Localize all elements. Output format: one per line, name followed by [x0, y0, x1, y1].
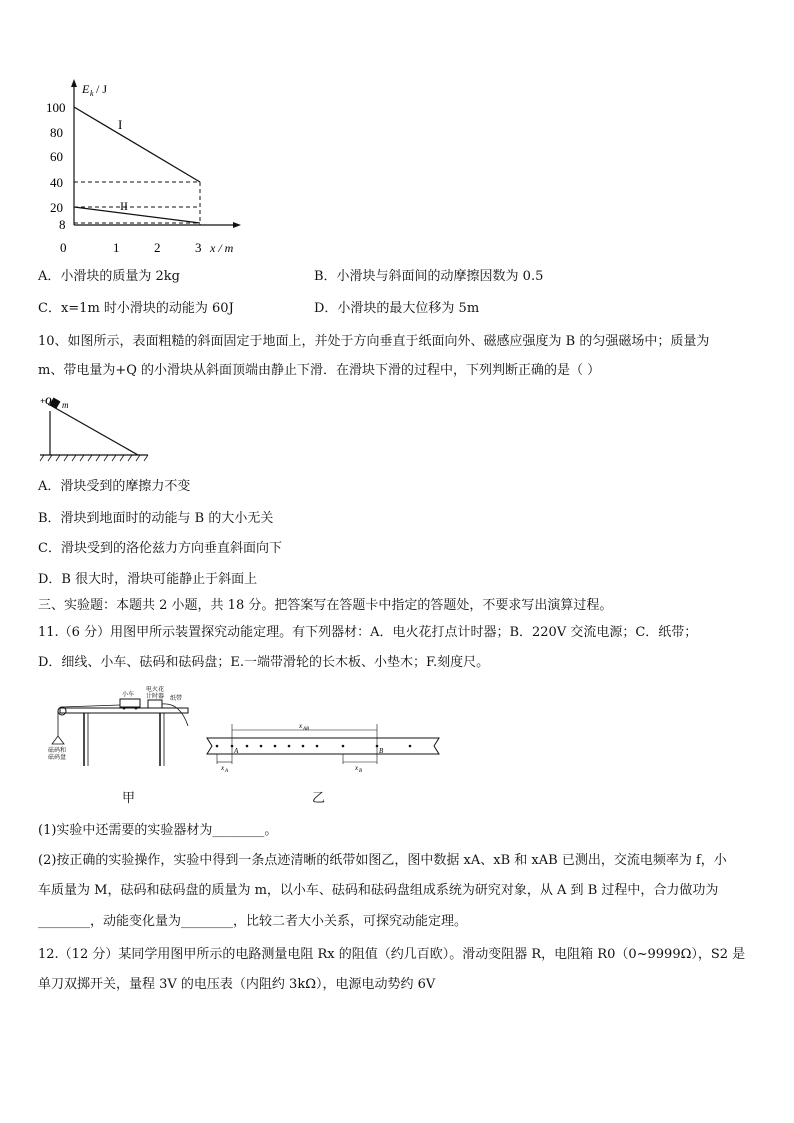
q11-sub2-line1: (2)按正确的实验操作，实验中得到一条点迹清晰的纸带如图乙，图中数据 xA、xB 和 xAB 已测出，交流电频率为 f，小	[38, 853, 727, 868]
tape-label: 纸带	[170, 696, 183, 702]
x-axis-arrow	[233, 222, 241, 228]
incline-slope	[50, 405, 138, 455]
q11-sub2-line2: 车质量为 M，砝码和砝码盘的质量为 m，以小车、砝码和砝码盘组成系统为研究对象，从 A 到 B 过程中，合力做功为	[38, 883, 719, 898]
weight-pan	[52, 736, 64, 744]
y-tick-80: 80	[50, 125, 63, 140]
x-tick-2: 2	[154, 240, 161, 255]
figure-jia-caption: 甲	[122, 791, 136, 806]
y-tick-100: 100	[46, 100, 66, 115]
q9-option-c: C．x=1m 时小滑块的动能为 60J	[38, 301, 234, 316]
y-tick-20: 20	[50, 200, 63, 215]
xb-label-sub: B	[359, 769, 363, 774]
x-tick-1: 1	[113, 240, 120, 255]
xb-label: x	[355, 764, 359, 772]
timer	[148, 700, 162, 708]
q10-option-a: A．滑块受到的摩擦力不变	[38, 479, 191, 494]
ek-x-graph	[30, 75, 260, 260]
y-axis-label-e: E	[82, 82, 90, 96]
line-i-label: I	[118, 117, 123, 132]
y-axis-arrow	[71, 79, 77, 87]
paper-tape	[207, 738, 439, 754]
point-a-label: A	[234, 747, 239, 755]
weight-label-1: 砝码和	[48, 748, 67, 754]
timer-label-2: 计时器	[146, 694, 165, 700]
timer-label-1: 电火花	[146, 687, 165, 693]
q11-sub2-line3: ________，动能变化量为________，比较二者大小关系，可探究动能定理。	[38, 914, 468, 929]
q10-stem-line1: 10、如图所示，表面粗糙的斜面固定于地面上，并处于方向垂直于纸面向外、磁感应强度为 B 的匀强磁场中；质量为	[38, 334, 710, 349]
cart	[120, 699, 140, 707]
point-b-label: B	[379, 747, 384, 755]
y-axis-label-unit: / J	[96, 82, 108, 96]
line-ii-label: II	[120, 199, 128, 213]
line-ii	[74, 207, 200, 223]
xa-label: x	[221, 764, 225, 772]
q12-stem-line2: 单刀双掷开关，量程 3V 的电压表（内阻约 3kΩ），电源电动势约 6V	[38, 977, 436, 992]
line-i	[74, 107, 200, 182]
tape-curve	[162, 704, 188, 726]
q10-option-c: C．滑块受到的洛伦兹力方向垂直斜面向下	[38, 541, 282, 556]
q11-sub1: (1)实验中还需要的实验器材为________。	[38, 823, 278, 838]
x-tick-0: 0	[60, 240, 67, 255]
cart-label: 小车	[122, 692, 135, 698]
q9-option-a: A．小滑块的质量为 2kg	[38, 269, 180, 284]
section3-title: 三、实验题：本题共 2 小题，共 18 分。把答案写在答题卡中指定的答题处，不要求写出演算过程。	[38, 598, 613, 613]
figure-yi-caption: 乙	[312, 791, 326, 806]
q9-option-b: B．小滑块与斜面间的动摩擦因数为 0.5	[314, 269, 544, 284]
y-tick-8: 8	[59, 217, 66, 232]
q10-option-d: D．B 很大时，滑块可能静止于斜面上	[38, 572, 258, 587]
weight-label-2: 砝码盘	[48, 755, 67, 761]
y-tick-40: 40	[50, 175, 63, 190]
y-tick-60: 60	[50, 149, 63, 164]
incline-figure	[38, 393, 158, 465]
q12-stem-line1: 12.（12 分）某同学用图甲所示的电路测量电阻 Rx 的阻值（约几百欧）。滑动变阻器 R，电阻箱 R0（0~9999Ω），S2 是	[38, 947, 746, 962]
ground-hatching	[40, 455, 148, 461]
q10-option-b: B．滑块到地面时的动能与 B 的大小无关	[38, 511, 274, 526]
q9-option-d: D．小滑块的最大位移为 5m	[314, 301, 480, 316]
y-axis-label-k: k	[90, 89, 94, 98]
charge-label: +Q	[40, 396, 52, 406]
apparatus-figure	[48, 686, 198, 772]
q10-stem-line2: m、带电量为+Q 的小滑块从斜面顶端由静止下滑．在滑块下滑的过程中，下列判断正确的是（ ）	[38, 363, 601, 378]
x-axis-label: x / m	[210, 241, 234, 255]
mass-label: m	[62, 400, 69, 410]
xab-label: x	[299, 722, 303, 730]
xa-label-sub: A	[225, 769, 229, 774]
tape-figure	[205, 718, 445, 774]
x-tick-3: 3	[195, 240, 202, 255]
q11-stem-line1: 11.（6 分）用图甲所示装置探究动能定理。有下列器材：A．电火花打点计时器；B．220V 交流电源；C．纸带；	[38, 625, 698, 640]
xab-label-sub: AB	[303, 727, 310, 732]
q11-stem-line2: D．细线、小车、砝码和砝码盘；E.一端带滑轮的长木板、小垫木；F.刻度尺。	[38, 655, 490, 670]
